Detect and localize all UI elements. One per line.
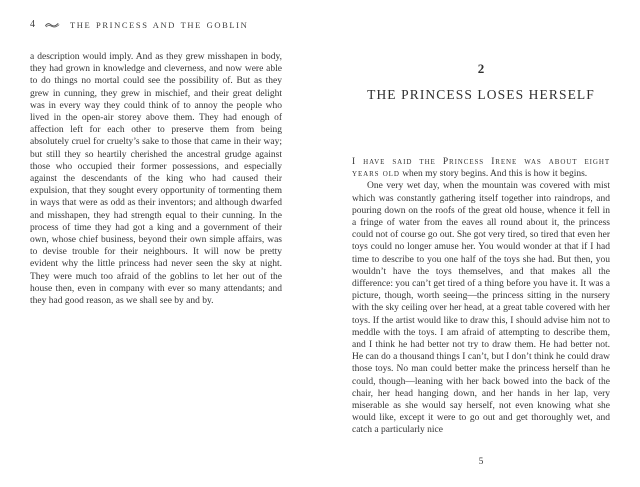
right-page-body [352, 156, 610, 437]
right-page-footer [352, 457, 610, 467]
chapter-number: 2 [477, 61, 485, 76]
left-page [30, 0, 282, 487]
running-title: THE PRINCESS AND THE GOBLIN [70, 20, 249, 30]
right-page-paragraph-opening [352, 156, 610, 180]
right-page [352, 0, 610, 487]
swash-tilde-icon [44, 21, 61, 29]
right-page-number: 5 [478, 457, 484, 467]
right-page-paragraph-2: One very wet day, when the mountain was covered with mist which was constantly gathering itself together into raindrops, and pouring down on the roofs of the great old house, whence it fell in a fringe of water from the eaves all round about it, the princess could not of course go out. She got very tired, so tired that even her toys could no longer amuse her. You would wonder at that if I had time to describe to you one half of the toys she had. But then, you wouldn’t have the toys themselves, and that makes all the difference: you can’t get tired of a thing before you have it. It was a picture, though, worth seeing—the princess sitting in the nursery with the sky ceiling over her head, at a great table covered with her toys. If the artist would like to draw this, I should advise him not to meddle with the toys. I am afraid of attempting to describe them, and I think he had better not try to draw them. He had better not. He can do a thousand things I can’t, but I don’t think he could draw those toys. No man could better make the princess herself than he could, though—leaning with her back bowed into the back of the chair, her head hanging down, and her hands in her lap, very miserable as she would say herself, not even knowing what she would like, except it were to go out and get thoroughly wet, and catch a particularly nice [352, 181, 610, 436]
left-page-running-head [30, 19, 282, 31]
left-page-paragraph: a description would imply. And as they grew misshapen in body, they had grown in knowledge and cleverness, and now were able to do things no mortal could see the possibility of. But as they grew in cunning, they grew in mischief, and their great delight was in every way they could think of to annoy the people who lived in the open-air storey above them. They had enough of affection left for each other to preserve them from being absolutely cruel for cruelty’s sake to those that came in their way; but still they so heartily cherished the ancestral grudge against those who occupied their former possessions, and especially against the descendants of the king who had caused their expulsion, that they sought every opportunity of tormenting them in ways that were as odd as their inventors; and although dwarfed and misshapen, they had strength equal to their cunning. In the process of time they had got a king and a government of their own, whose chief business, beyond their own simple affairs, was to devise trouble for their neighbours. It will now be pretty evident why the little princess had never seen the sky at night. They were much too afraid of the goblins to let her out of the house then, even in company with ever so many attendants; and they had good reason, as we shall see by and by. [30, 52, 282, 307]
chapter-title: THE PRINCESS LOSES HERSELF [367, 87, 595, 102]
chapter-opening-rest: when my story begins. And this is how it begins. [402, 169, 588, 180]
chapter-opening-smallcaps: I have said the Princess Irene was about eight years old [352, 157, 610, 180]
left-page-number: 4 [30, 19, 35, 30]
